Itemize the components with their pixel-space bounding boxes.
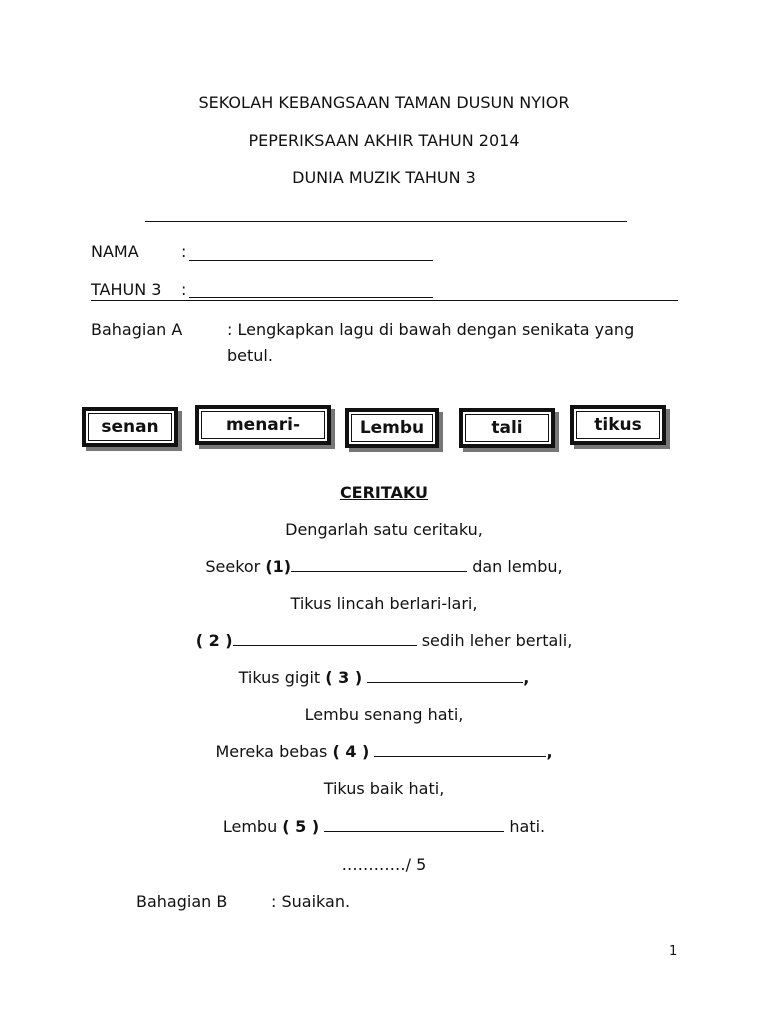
class-colon: : [181,280,187,299]
name-colon: : [181,242,187,261]
word-senan: senan [101,417,159,437]
song-line-2-post: dan lembu, [467,557,563,576]
answer-blank-4[interactable] [374,742,546,757]
answer-blank-1[interactable] [291,557,467,572]
word-tali: tali [491,418,523,438]
score: …………/ 5 [341,855,427,874]
header-divider [145,221,627,222]
song-line-7-post: , [546,742,553,761]
answer-blank-5[interactable] [324,817,504,832]
section-b-label: Bahagian B [136,892,228,911]
song-line-9-pre: Lembu [222,817,283,836]
word-box-tikus [570,405,666,445]
name-label: NAMA [91,242,139,261]
word-box-menari [195,405,331,445]
word-lembu: Lembu [359,418,425,438]
song-line-4-post: sedih leher bertali, [416,631,573,650]
word-box-lembu [345,408,439,448]
song-line-9-post: hati. [504,817,546,836]
song-line-3: Tikus lincah berlari-lari, [290,594,478,613]
song-title: CERITAKU [339,483,429,502]
class-blank [189,297,433,298]
song-line-7 [0,742,768,761]
blank-number-4: ( 4 ) [332,742,370,761]
word-menari: menari- [225,415,301,435]
blank-number-2: ( 2 ) [195,631,233,650]
word-box-senan [82,407,178,447]
subject-title: DUNIA MUZIK TAHUN 3 [292,168,476,187]
song-line-7-pre: Mereka bebas [215,742,333,761]
song-line-5-pre: Tikus gigit [238,668,326,687]
song-line-8: Tikus baik hati, [323,779,445,798]
name-blank [189,260,433,261]
song-line-5 [0,668,768,687]
song-line-2 [0,557,768,576]
song-line-6: Lembu senang hati, [304,705,464,724]
section-divider [91,300,678,301]
answer-blank-3[interactable] [367,668,523,683]
section-a-instruction: : Lengkapkan lagu di bawah dengan senikata yang [227,320,635,339]
page-number: 1 [669,944,678,959]
class-label: TAHUN 3 [91,280,162,299]
section-a-label: Bahagian A [91,320,183,339]
blank-number-3: ( 3 ) [325,668,363,687]
word-tikus: tikus [594,415,642,435]
section-b-instruction: : Suaikan. [271,892,351,911]
section-a-instruction-cont: betul. [227,346,273,365]
song-line-2-pre: Seekor [205,557,266,576]
song-line-5-post: , [523,668,530,687]
exam-title: PEPERIKSAAN AKHIR TAHUN 2014 [248,131,520,150]
answer-blank-2[interactable] [233,631,417,646]
song-line-1: Dengarlah satu ceritaku, [285,520,483,539]
song-line-4 [0,631,768,650]
school-name: SEKOLAH KEBANGSAAN TAMAN DUSUN NYIOR [198,93,570,112]
blank-number-1: (1) [265,557,292,576]
word-box-tali [459,408,555,448]
blank-number-5: ( 5 ) [282,817,320,836]
song-line-9 [0,817,768,836]
